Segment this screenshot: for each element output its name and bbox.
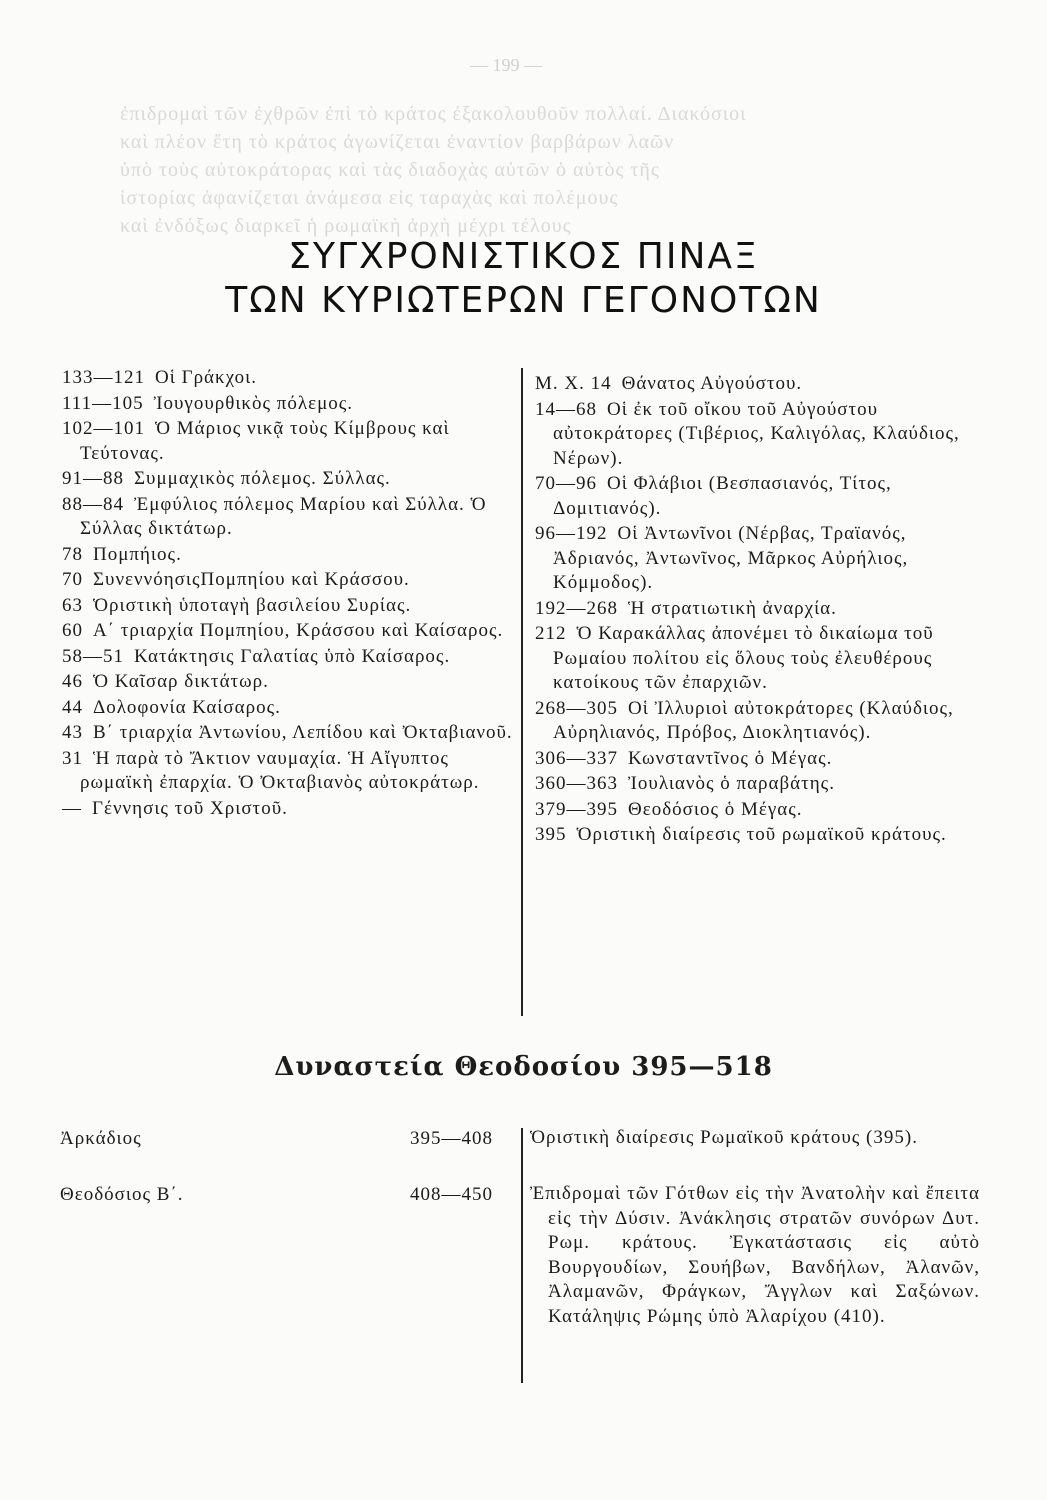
entry-years: 91—88 <box>62 468 124 489</box>
chronology-entry <box>62 392 514 417</box>
entry-years: 395 <box>535 824 567 845</box>
entry-text: Ἰουγουρθικὸς πόλεμος. <box>153 392 354 414</box>
entry-years: 46 <box>62 671 83 692</box>
entry-years: 379—395 <box>535 798 618 820</box>
chronology-entry <box>62 467 514 492</box>
chronology-entry <box>62 797 514 822</box>
reign-years: 408—450 <box>410 1184 493 1205</box>
entry-years: 88—84 <box>62 493 124 515</box>
chronology-entry <box>535 772 975 797</box>
entry-years: 60 <box>62 620 83 641</box>
chronology-entry <box>62 619 514 644</box>
chronology-entry <box>535 472 975 521</box>
left-chronology-column <box>62 366 514 822</box>
entry-years: 31 <box>62 747 83 769</box>
entry-years: 111—105 <box>62 392 144 414</box>
entry-text: Ὁ Μάριος νικᾷ τοὺς Κίμβρους καὶ Τεύτονας. <box>80 418 450 464</box>
column-divider <box>521 368 523 1016</box>
entry-text: Ἐμφύλιος πόλεμος Μαρίου καὶ Σύλλα. Ὁ Σύλλας δικτάτωρ. <box>80 493 487 539</box>
entry-years: Μ. Χ. 14 <box>535 373 612 394</box>
chronology-entry <box>62 594 514 619</box>
entry-text: Οἱ ἐκ τοῦ οἴκου τοῦ Αὐγούστου αὐτοκράτορες (Τιβέριος, Καλιγόλας, Κλαύδιος, Νέρων). <box>553 398 960 469</box>
reign-years: 395—408 <box>410 1128 493 1149</box>
entry-text: Κωνσταντῖνος ὁ Μέγας. <box>628 747 833 769</box>
entry-years: 212 <box>535 623 567 644</box>
entry-years: 44 <box>62 696 83 718</box>
entry-years: 14—68 <box>535 398 597 420</box>
entry-years: 306—337 <box>535 747 618 769</box>
chronology-entry <box>62 670 514 695</box>
entry-text: Ἡ παρὰ τὸ Ἄκτιον ναυμαχία. Ἡ Αἴγυπτος ρωμαϊκὴ ἐπαρχία. Ὁ Ὀκταβιανὸς αὐτοκράτωρ. <box>80 747 480 793</box>
entry-years: 78 <box>62 543 83 565</box>
chronology-entry <box>62 417 514 466</box>
entry-years: 58—51 <box>62 645 124 667</box>
chronology-entry <box>535 597 975 622</box>
right-chronology-column <box>535 372 975 849</box>
entry-years: — <box>62 797 82 819</box>
reign-name: Ἀρκάδιος <box>60 1128 142 1149</box>
page-title-line2: ΤΩΝ ΚΥΡΙΩΤΕΡΩΝ ΓΕΓΟΝΟΤΩΝ <box>225 280 822 321</box>
entry-text: Δολοφονία Καίσαρος. <box>93 696 281 718</box>
reign-events-text: Ὁριστικὴ διαίρεσις Ρωμαϊκοῦ κράτους (395). <box>530 1127 918 1148</box>
entry-text: Συμμαχικὸς πόλεμος. Σύλλας. <box>134 468 391 489</box>
entry-years: 268—305 <box>535 697 618 719</box>
chronology-entry <box>535 823 975 848</box>
chronology-entry <box>62 696 514 721</box>
chronology-entry <box>535 522 975 596</box>
reign-events <box>530 1182 980 1329</box>
chronology-entry <box>535 747 975 772</box>
entry-years: 70—96 <box>535 473 597 494</box>
chronology-entry <box>535 798 975 823</box>
reign-name: Θεοδόσιος Β΄. <box>60 1184 184 1205</box>
dynasty-column-divider <box>521 1128 523 1383</box>
chronology-entry <box>535 622 975 696</box>
entry-years: 133—121 <box>62 367 145 388</box>
chronology-entry <box>62 366 514 391</box>
entry-years: 63 <box>62 594 83 616</box>
bleed-through-page-number: — 199 — <box>470 55 542 75</box>
entry-text: Οἱ Φλάβιοι (Βεσπασιανός, Τίτος, Δομιτιανός). <box>553 473 892 519</box>
reign-events <box>530 1126 980 1151</box>
entry-text: Ὁριστικὴ ὑποταγὴ βασιλείου Συρίας. <box>93 594 412 616</box>
entry-text: Κατάκτησις Γαλατίας ὑπὸ Καίσαρος. <box>134 645 451 667</box>
entry-text: Οἱ Ἰλλυριοὶ αὐτοκράτορες (Κλαύδιος, Αὐρηλιανός, Πρόβος, Διοκλητιανός). <box>553 697 954 743</box>
entry-text: Ὁ Καρακάλλας ἀπονέμει τὸ δικαίωμα τοῦ Ρωμαίου πολίτου εἰς ὅλους τοὺς ἐλευθέρους κατοίκους τῶν ἐπαρχιῶν. <box>553 623 934 693</box>
chronology-entry <box>62 645 514 670</box>
entry-years: 192—268 <box>535 597 618 619</box>
entry-years: 43 <box>62 722 83 743</box>
entry-text: Α΄ τριαρχία Πομπηίου, Κράσσου καὶ Καίσαρος. <box>93 620 504 641</box>
entry-text: Οἱ Ἀντωνῖνοι (Νέρβας, Τραϊανός, Ἀδριανός, Ἀντωνῖνος, Μᾶρκος Αὐρήλιος, Κόμμοδος). <box>553 523 909 593</box>
chronology-entry <box>62 721 514 746</box>
entry-text: Β΄ τριαρχία Ἀντωνίου, Λεπίδου καὶ Ὀκταβιανοῦ. <box>93 722 513 743</box>
entry-text: Ἡ στρατιωτικὴ ἀναρχία. <box>628 597 837 619</box>
entry-text: Θάνατος Αὐγούστου. <box>621 373 803 394</box>
entry-years: 102—101 <box>62 418 145 439</box>
chronology-entry <box>535 372 975 397</box>
reign-events-text: Ἐπιδρομαὶ τῶν Γότθων εἰς τὴν Ἀνατολὴν καὶ ἔπειτα εἰς τὴν Δύσιν. Ἀνάκλησις στρατῶν συνόρων Δυτ. Ρωμ. κράτους. Ἐγκατάστασις εἰς αὐτὸ Βουργουδίων, Σουήβων, Βανδήλων, Ἀλανῶν, Ἀλαμανῶν, Φράγκων, Ἄγγλων καὶ Σαξώνων. Κατάληψις Ρώμης ὑπὸ Ἀλαρίχου (410). <box>530 1183 980 1327</box>
chronology-entry <box>535 697 975 746</box>
entry-years: 96—192 <box>535 523 608 544</box>
chronology-entry <box>535 398 975 472</box>
entry-years: 360—363 <box>535 773 618 794</box>
entry-text: Πομπήιος. <box>93 543 182 565</box>
entry-text: Ὁ Καῖσαρ δικτάτωρ. <box>93 671 269 692</box>
entry-text: Ὁριστικὴ διαίρεσις τοῦ ρωμαϊκοῦ κράτους. <box>576 824 947 845</box>
entry-text: Θεοδόσιος ὁ Μέγας. <box>628 798 803 820</box>
page-title-line1: ΣΥΓΧΡΟΝΙΣΤΙΚΟΣ ΠΙΝΑΞ <box>288 236 759 277</box>
bleed-through-text: ἐπιδρομαὶ τῶν ἐχθρῶν ἐπὶ τὸ κράτος ἐξακολουθοῦν πολλαί. Διακόσιοι καὶ πλέον ἔτη τὸ κράτος ἀγωνίζεται ἐναντίον βαρβάρων λαῶν ὑπὸ τοὺς αὐτοκράτορας καὶ τὰς διαδοχὰς αὐτῶν ὁ αὐτὸς τῆς ἱστορίας ἀφανίζεται ἀνάμεσα εἰς ταραχὰς καὶ πολέμους καὶ ἐνδόξως διαρκεῖ ἡ ρωμαϊκὴ ἀρχὴ μέχρι τέλους <box>120 103 747 237</box>
entry-text: ΣυνεννόησιςΠομπηίου καὶ Κράσσου. <box>93 569 410 590</box>
dynasty-title: Δυναστεία Θεοδοσίου 395—518 <box>274 1052 773 1082</box>
chronology-entry <box>62 747 514 796</box>
chronology-entry <box>62 543 514 568</box>
entry-years: 70 <box>62 569 83 590</box>
entry-text: Ἰουλιανὸς ὁ παραβάτης. <box>628 773 835 794</box>
chronology-entry <box>62 493 514 542</box>
entry-text: Οἱ Γράκχοι. <box>155 367 257 388</box>
chronology-entry <box>62 568 514 593</box>
entry-text: Γέννησις τοῦ Χριστοῦ. <box>92 797 288 819</box>
